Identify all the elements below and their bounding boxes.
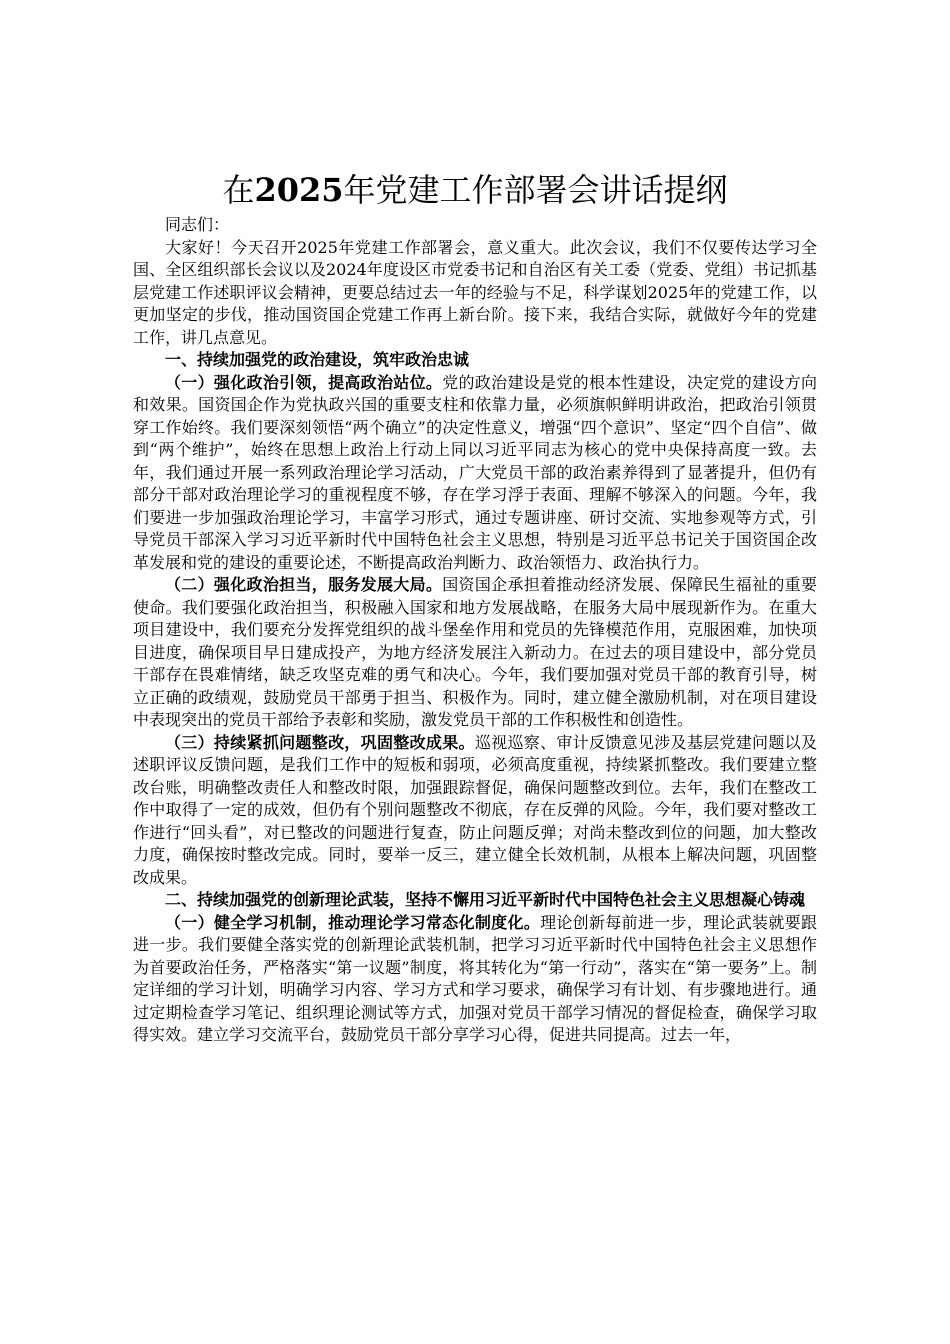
section-1-paragraph-3-body: 巡视巡察、审计反馈意见涉及基层党建问题以及述职评议反馈问题，是我们工作中的短板和弱项，必须高度重视，持续紧抓整改。我们要建立整改台账，明确整改责任人和整改时限，加强跟踪督促，确保问题整改到位。去年，我们在整改工作中取得了一定的成效，但仍有个别问题整改不彻底，存在反弹的风险。今年，我们要对整改工作进行“回头看”，对已整改的问题进行复查，防止问题反弹；对尚未整改到位的问题，加大整改力度，确保按时整改完成。同时，要举一反三，建立健全长效机制，从根本上解决问题，巩固整改成果。	[133, 732, 817, 887]
title-year: 2025	[254, 171, 344, 209]
section-1-paragraph-3-lead: （三）持续紧抓问题整改，巩固整改成果。	[165, 732, 475, 752]
intro-paragraph: 大家好！今天召开2025年党建工作部署会，意义重大。此次会议，我们不仅要传达学习全国、全区组织部长会议以及2024年度设区市党委书记和自治区有关工委（党委、党组）书记抓基层党建工作述职评议会精神，更要总结过去一年的经验与不足，科学谋划2025年的党建工作，以更加坚定的步伐，推动国资国企党建工作再上新台阶。接下来，我结合实际，就做好今年的党建工作，讲几点意见。	[133, 237, 817, 347]
section-2-paragraph-1-lead: （一）健全学习机制，推动理论学习常态化制度化。	[165, 912, 541, 932]
document-title	[133, 168, 817, 212]
section-1-paragraph-2-body: 国资国企承担着推动经济发展、保障民生福祉的重要使命。我们要强化政治担当，积极融入国家和地方发展战略，在服务大局中展现新作为。在重大项目建设中，我们要充分发挥党组织的战斗堡垒作用和党员的先锋模范作用，克服困难，加快项目进度，确保项目早日建成投产，为地方经济发展注入新动力。在过去的项目建设中，部分党员干部存在畏难情绪，缺乏攻坚克难的勇气和决心。今年，我们要加强对党员干部的教育引导，树立正确的政绩观，鼓励党员干部勇于担当、积极作为。同时，建立健全激励机制，对在项目建设中表现突出的党员干部给予表彰和奖励，激发党员干部的工作积极性和创造性。	[133, 575, 817, 729]
section-1-paragraph-2-lead: （二）强化政治担当，服务发展大局。	[165, 575, 443, 594]
section-2-paragraph-1-body: 理论创新每前进一步，理论武装就要跟进一步。我们要健全落实党的创新理论武装机制，把学习习近平新时代中国特色社会主义思想作为首要政治任务，严格落实“第一议题”制度，将其转化为“第一行动”，落实在“第一要务”上。制定详细的学习计划，明确学习内容、学习方式和学习要求，确保学习有计划、有步骤地进行。通过定期检查学习笔记、组织理论测试等方式，加强对党员干部学习情况的督促检查，确保学习取得实效。建立学习交流平台，鼓励党员干部分享学习心得，促进共同提高。过去一年，	[133, 912, 817, 1044]
section-1-paragraph-3	[133, 732, 817, 890]
section-1-paragraph-2	[133, 574, 817, 732]
section-1-paragraph-1-body: 党的政治建设是党的根本性建设，决定党的建设方向和效果。国资国企作为党执政兴国的重要支柱和依靠力量，必须旗帜鲜明讲政治，把政治引领贯穿工作始终。我们要深刻领悟“两个确立”的决定性意义，增强“四个意识”、坚定“四个自信”、做到“两个维护”，始终在思想上政治上行动上同以习近平同志为核心的党中央保持高度一致。去年，我们通过开展一系列政治理论学习活动，广大党员干部的政治素养得到了显著提升，但仍有部分干部对政治理论学习的重视程度不够，存在学习浮于表面、理解不够深入的问题。今年，我们要进一步加强政治理论学习，丰富学习形式，通过专题讲座、研讨交流、实地参观等方式，引导党员干部深入学习习近平新时代中国特色社会主义思想，特别是习近平总书记关于国资国企改革发展和党的建设的重要论述，不断提高政治判断力、政治领悟力、政治执行力。	[133, 372, 817, 572]
document-page	[133, 168, 817, 1047]
salutation: 同志们：	[165, 215, 230, 234]
section-2-paragraph-1	[133, 912, 817, 1047]
section-2-heading: 二、持续加强党的创新理论武装，坚持不懈用习近平新时代中国特色社会主义思想凝心铸魂	[165, 890, 806, 909]
title-prefix: 在	[222, 171, 255, 209]
section-1-heading: 一、持续加强党的政治建设，筑牢政治忠诚	[165, 350, 470, 369]
title-suffix: 年党建工作部署会讲话提纲	[343, 171, 728, 209]
section-1-paragraph-1-lead: （一）强化政治引领，提高政治站位。	[165, 372, 443, 392]
section-1-paragraph-1	[133, 372, 817, 575]
